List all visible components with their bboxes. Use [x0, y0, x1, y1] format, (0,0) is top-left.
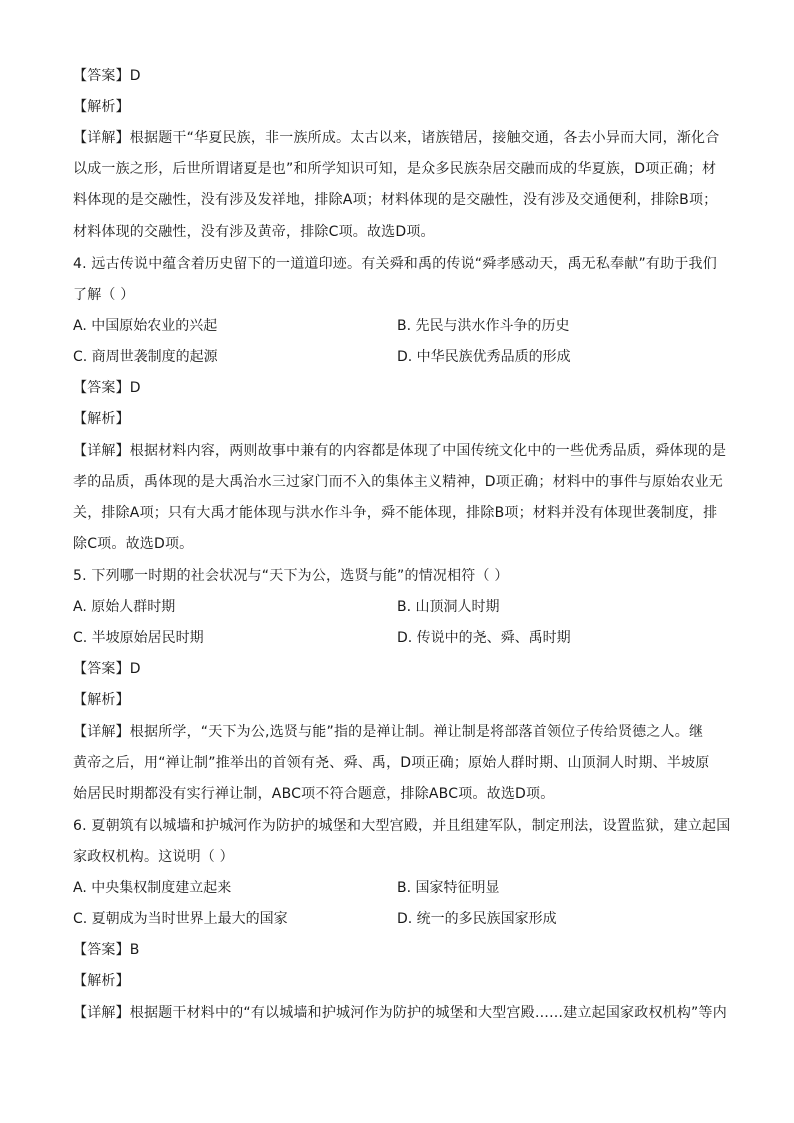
- detail-line: 以成一族之形，后世所谓诸夏是也”和所学知识可知，是众多民族杂居交融而成的华夏族，D项正确；材: [73, 161, 717, 177]
- q5-answer: 【答案】D: [73, 661, 141, 677]
- q6-option-d: D. 统一的多民族国家形成: [397, 911, 557, 927]
- q4-option-a: A. 中国原始农业的兴起: [73, 318, 218, 334]
- q4-option-d: D. 中华民族优秀品质的形成: [397, 349, 571, 365]
- q4-detail-line: 除C项。故选D项。: [73, 536, 194, 552]
- q4-detail-line: 【详解】根据材料内容，两则故事中兼有的内容都是体现了中国传统文化中的一些优秀品质，舜体现的是: [73, 443, 727, 459]
- answer-line: 【答案】D: [73, 68, 141, 84]
- question-6-stem: 家政权机构。这说明（ ）: [73, 849, 234, 865]
- q5-option-c: C. 半坡原始居民时期: [73, 630, 204, 646]
- question-5-stem: 5. 下列哪一时期的社会状况与“天下为公，选贤与能”的情况相符（ ）: [73, 568, 509, 584]
- q4-option-c: C. 商周世袭制度的起源: [73, 349, 218, 365]
- q5-option-b: B. 山顶洞人时期: [397, 599, 500, 615]
- detail-line: 【详解】根据题干“华夏民族，非一族所成。太古以来，诸族错居，接触交通，各去小异而大同，渐化合: [73, 130, 720, 146]
- q6-option-b: B. 国家特征明显: [397, 880, 500, 896]
- detail-line: 材料体现的交融性，没有涉及黄帝，排除C项。故选D项。: [73, 224, 435, 240]
- q6-option-a: A. 中央集权制度建立起来: [73, 880, 232, 896]
- q5-detail-line: 黄帝之后，用“禅让制”推举出的首领有尧、舜、禹，D项正确；原始人群时期、山顶洞人时期、半坡原: [73, 755, 710, 771]
- q6-option-c: C. 夏朝成为当时世界上最大的国家: [73, 911, 288, 927]
- q5-analysis-heading: 【解析】: [73, 692, 130, 708]
- question-4-stem: 4. 远古传说中蕴含着历史留下的一道道印迹。有关舜和禹的传说“舜孝感动天，禹无私奉献”有助于我们: [73, 256, 717, 272]
- question-4-stem: 了解（ ）: [73, 287, 135, 303]
- q5-option-a: A. 原始人群时期: [73, 599, 176, 615]
- q6-answer: 【答案】B: [73, 942, 140, 958]
- analysis-heading: 【解析】: [73, 99, 130, 115]
- q4-analysis-heading: 【解析】: [73, 411, 130, 427]
- q4-detail-line: 孝的品质，禹体现的是大禹治水三过家门而不入的集体主义精神，D项正确；材料中的事件与原始农业无: [73, 474, 723, 490]
- q4-answer: 【答案】D: [73, 380, 141, 396]
- q5-option-d: D. 传说中的尧、舜、禹时期: [397, 630, 571, 646]
- q6-detail-line: 【详解】根据题干材料中的“有以城墙和护城河作为防护的城堡和大型宫殿……建立起国家政权机构”等内: [73, 1005, 727, 1021]
- q6-analysis-heading: 【解析】: [73, 973, 130, 989]
- q4-option-b: B. 先民与洪水作斗争的历史: [397, 318, 570, 334]
- q5-detail-line: 【详解】根据所学，“天下为公,选贤与能”指的是禅让制。禅让制是将部落首领位子传给贤德之人。继: [73, 724, 704, 740]
- q4-detail-line: 关，排除A项；只有大禹才能体现与洪水作斗争，舜不能体现，排除B项；材料并没有体现世袭制度，排: [73, 505, 718, 521]
- detail-line: 料体现的是交融性，没有涉及发祥地，排除A项；材料体现的是交融性，没有涉及交通便利，排除B项；: [73, 192, 718, 208]
- q5-detail-line: 始居民时期都没有实行禅让制，ABC项不符合题意，排除ABC项。故选D项。: [73, 786, 555, 802]
- question-6-stem: 6. 夏朝筑有以城墙和护城河作为防护的城堡和大型宫殿，并且组建军队，制定刑法，设置监狱，建立起国: [73, 818, 731, 834]
